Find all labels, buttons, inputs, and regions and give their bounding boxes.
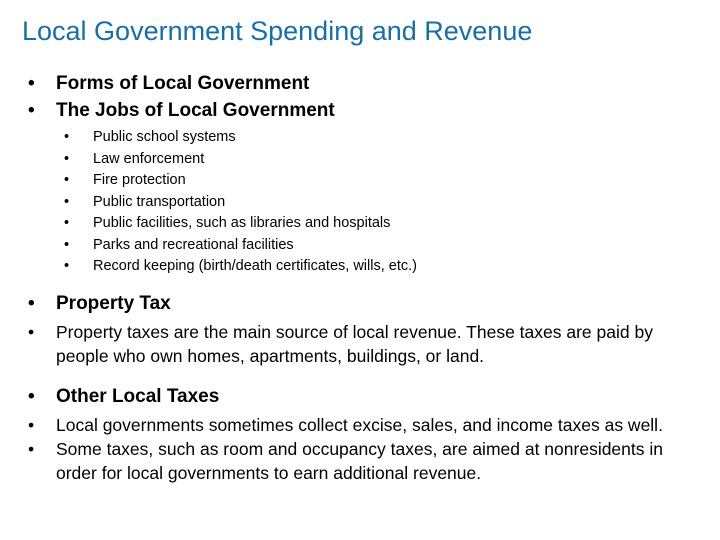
bullet-icon: • [28, 293, 35, 314]
paragraph-text: Some taxes, such as room and occupancy taxes, are aimed at nonresidents in order for local governments to earn additional revenue. [56, 439, 663, 483]
section-heading: Other Local Taxes [56, 386, 220, 407]
sublist-item [64, 192, 417, 214]
sublist-item [64, 213, 417, 235]
bullet-icon: • [64, 193, 70, 210]
sublist-item-label: Public facilities, such as libraries and hospitals [93, 215, 391, 231]
bullet-icon: • [64, 129, 70, 145]
sublist-item-label: Law enforcement [93, 150, 205, 167]
list-item-label: Forms of Local Government [56, 73, 310, 94]
sublist-item [64, 170, 417, 192]
other-taxes-heading [28, 383, 704, 410]
other-taxes-section [28, 383, 704, 485]
jobs-sublist [64, 127, 417, 278]
sublist-item [64, 256, 417, 278]
paragraph-text: Property taxes are the main source of local revenue. These taxes are paid by people who own homes, apartments, buildings, or land. [56, 322, 653, 366]
bullet-icon: • [28, 322, 35, 342]
list-item-forms [28, 70, 704, 97]
sublist-item-label: Public transportation [93, 193, 226, 210]
bullet-icon: • [28, 100, 35, 121]
sublist-item [64, 235, 417, 257]
list-item-jobs [28, 97, 704, 124]
bullet-icon: • [28, 439, 35, 459]
bullet-icon: • [64, 172, 70, 188]
bullet-icon: • [28, 73, 35, 94]
property-tax-heading [28, 290, 704, 317]
list-item-label: The Jobs of Local Government [56, 100, 335, 121]
sublist-item [64, 127, 417, 149]
sublist-item-label: Fire protection [93, 172, 186, 188]
other-taxes-item [28, 437, 704, 485]
sublist-item [64, 149, 417, 171]
bullet-icon: • [28, 386, 35, 407]
bullet-icon: • [64, 258, 70, 274]
paragraph-text: Local governments sometimes collect excise, sales, and income taxes as well. [56, 415, 663, 435]
bullet-icon: • [64, 236, 70, 253]
bullet-icon: • [64, 150, 70, 167]
other-taxes-item [28, 413, 704, 437]
sublist-item-label: Parks and recreational facilities [93, 236, 294, 253]
slide-title: Local Government Spending and Revenue [22, 16, 533, 46]
top-list [28, 70, 704, 124]
sublist-item-label: Record keeping (birth/death certificates, wills, etc.) [93, 258, 417, 274]
property-tax-section [28, 290, 704, 368]
bullet-icon: • [64, 215, 70, 231]
section-heading: Property Tax [56, 293, 171, 314]
bullet-icon: • [28, 415, 35, 435]
sublist-item-label: Public school systems [93, 129, 236, 145]
property-tax-text [28, 320, 704, 368]
